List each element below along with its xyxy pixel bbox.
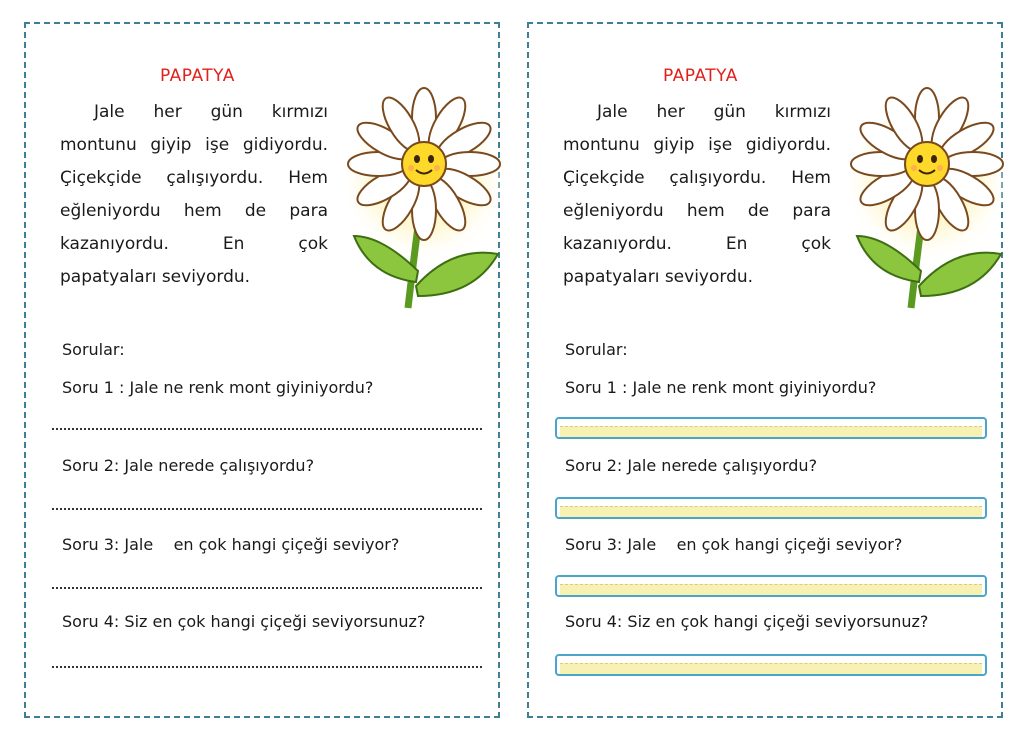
daisy-flower-icon — [845, 86, 1005, 316]
answer-box-3[interactable] — [555, 575, 987, 597]
daisy-flower-icon — [342, 86, 502, 316]
worksheet-title: PAPATYA — [663, 66, 738, 86]
question-2: Soru 2: Jale nerede çalışıyordu? — [62, 456, 315, 475]
answer-line-3[interactable] — [52, 587, 482, 589]
question-1: Soru 1 : Jale ne renk mont giyiniyordu? — [62, 378, 374, 397]
worksheet-right — [527, 22, 1003, 718]
answer-box-band — [560, 426, 982, 437]
answer-box-1[interactable] — [555, 417, 987, 439]
story-text: Jale her gün kırmızı montunu giyip işe gidiyordu. Çiçekçide çalışıyordu. Hem eğleniyordu hem de para kazanıyordu. En çok papatyaları seviyordu. — [563, 102, 831, 287]
question-4: Soru 4: Siz en çok hangi çiçeği seviyorsunuz? — [565, 612, 929, 631]
worksheet-left — [24, 22, 500, 718]
question-3: Soru 3: Jale en çok hangi çiçeği seviyor? — [565, 535, 903, 554]
question-2: Soru 2: Jale nerede çalışıyordu? — [565, 456, 818, 475]
questions-heading: Sorular: — [565, 340, 628, 359]
answer-box-band — [560, 584, 982, 595]
question-1: Soru 1 : Jale ne renk mont giyiniyordu? — [565, 378, 877, 397]
worksheet-title: PAPATYA — [160, 66, 235, 86]
question-3: Soru 3: Jale en çok hangi çiçeği seviyor? — [62, 535, 400, 554]
answer-line-1[interactable] — [52, 428, 482, 430]
answer-box-band — [560, 663, 982, 674]
answer-box-2[interactable] — [555, 497, 987, 519]
answer-box-band — [560, 506, 982, 517]
questions-heading: Sorular: — [62, 340, 125, 359]
answer-box-4[interactable] — [555, 654, 987, 676]
question-4: Soru 4: Siz en çok hangi çiçeği seviyorsunuz? — [62, 612, 426, 631]
answer-line-4[interactable] — [52, 666, 482, 668]
story-text: Jale her gün kırmızı montunu giyip işe gidiyordu. Çiçekçide çalışıyordu. Hem eğleniyordu hem de para kazanıyordu. En çok papatyaları seviyordu. — [60, 102, 328, 287]
answer-line-2[interactable] — [52, 508, 482, 510]
